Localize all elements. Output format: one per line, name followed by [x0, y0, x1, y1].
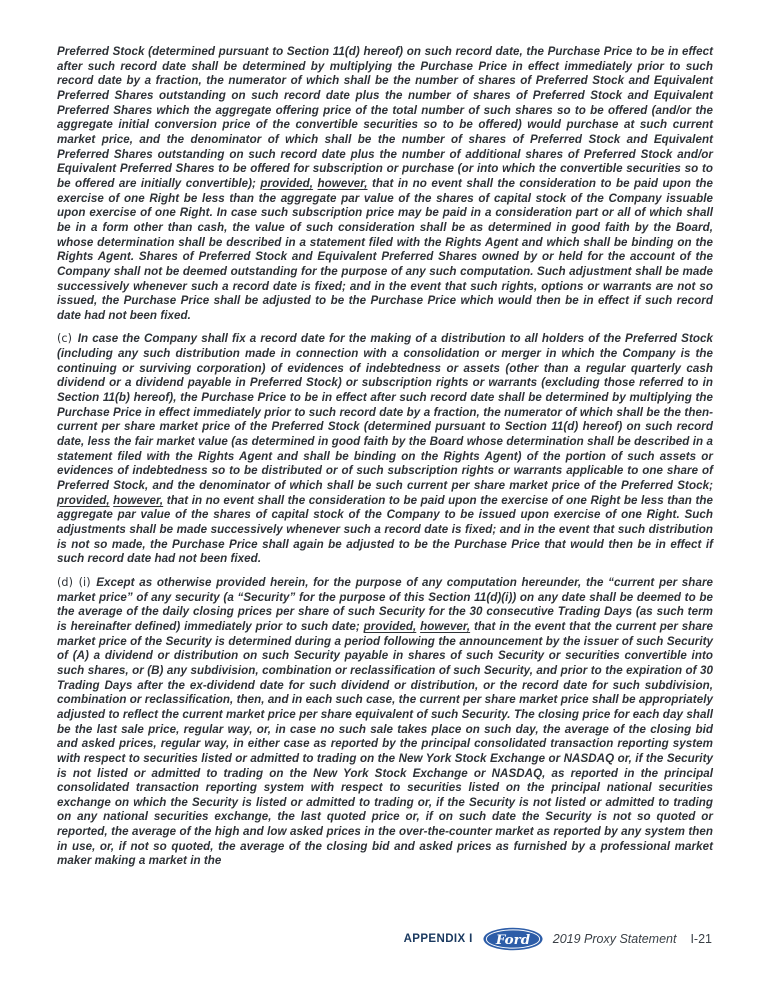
ford-logo-icon — [483, 927, 543, 951]
underlined-text-run: provided, — [260, 176, 314, 190]
legal-paragraph — [57, 45, 713, 323]
proxy-statement-title: 2019 Proxy Statement — [552, 932, 677, 946]
appendix-label: APPENDIX I — [403, 933, 473, 945]
text-run: Preferred Stock (determined pursuant to Section 11(d) hereof) on such record date, the Purchase Price to be in effect after such record date shall be determined by multiplying the Purchase Price in effect immediately prior to such record date by a fraction, the numerator of which shall be the number of shares of Preferred Stock and Equivalent Preferred Shares outstanding on such record date plus the number of shares of Preferred Stock and Equivalent Preferred Shares which the aggregate offering price of the total number of such shares so to be offered (and/or the aggregate initial conversion price of the convertible securities so to be offered) would purchase at such current market price, and the denominator of which shall be the number of shares of Preferred Stock and Equivalent Preferred Shares outstanding on such record date plus the number of additional shares of Preferred Stock and/or Equivalent Preferred Shares to be offered for subscription or purchase (or into which the convertible securities so to be offered are initially convertible); — [57, 45, 713, 190]
text-run: that in no event shall the consideration to be paid upon the exercise of one Right be less than the aggregate par value of the shares of capital stock of the Company to be issued upon exercise of one Right. Such adjustments shall be made successively whenever such a record date is fixed; and in the event that such distribution is not so made, the Purchase Price shall again be adjusted to be the Purchase Price that would then be in effect if such record date had not been fixed. — [57, 493, 714, 566]
text-run: Except as otherwise provided herein, for the purpose of any computation hereunder, the “current per share market price” of any security (a “Security” for the purpose of this Section 11(d)(i)) on any date shall be deemed to be the average of the daily closing prices per share of such Security for the 30 consecutive Trading Days (as such term is hereinafter defined) immediately prior to such date; — [57, 575, 713, 633]
underlined-text-run: provided, — [363, 619, 417, 633]
text-run: In case the Company shall fix a record date for the making of a distribution to all holders of the Preferred Stock (including any such distribution made in connection with a consolidation or merger in which the Company is the continuing or surviving corporation) of evidences of indebtedness or assets (other than a regular quarterly cash dividend or a dividend payable in Preferred Stock) or subscription rights or warrants (excluding those referred to in Section 11(b) hereof), the Purchase Price to be in effect after such record date shall be determined by multiplying the Purchase Price in effect immediately prior to such record date by a fraction, the numerator of which shall be the then-current per share market price of the Preferred Stock (determined pursuant to Section 11(d) hereof) on such record date, less the fair market value (as determined in good faith by the Board whose determination shall be described in a statement filed with the Rights Agent and shall be binding on the Rights Agent) of the portion of such assets or evidences of indebtedness so to be distributed or of such subscription rights or warrants applicable to one share of Preferred Stock, and the denominator of which shall be such current per share market price of the Preferred Stock; — [57, 332, 713, 493]
page-number: I-21 — [690, 932, 712, 946]
underlined-text-run: however, — [317, 176, 368, 190]
paragraph-marker: (c) — [57, 332, 78, 346]
legal-paragraph — [57, 576, 713, 869]
legal-paragraph — [57, 332, 713, 567]
text-run: that in no event shall the consideration to be paid upon the exercise of one Right be less than the aggregate par value of the shares of capital stock of the Company issuable upon exercise of one Right. In case such subscription price may be paid in a consideration part or all of which shall be in a form other than cash, the value of such consideration shall be as determined in good faith by the Board, whose determination shall be described in a statement filed with the Rights Agent and which shall be binding on the Rights Agent. Shares of Preferred Stock and Equivalent Preferred Shares owned by or held for the account of the Company shall not be deemed outstanding for the purpose of any such computation. Such adjustment shall be made successively whenever such a record date is fixed; and in the event that such rights, options or warrants are not so issued, the Purchase Price shall be adjusted to be the Purchase Price which would then be in effect if such record date had not been fixed. — [57, 176, 713, 322]
underlined-text-run: however, — [420, 619, 471, 633]
paragraph-marker: (d) (i) — [57, 575, 97, 589]
ford-logo-script: Ford — [495, 931, 530, 948]
page-footer — [404, 927, 712, 951]
underlined-text-run: however, — [113, 493, 164, 507]
underlined-text-run: provided, — [57, 493, 110, 507]
document-body — [57, 45, 713, 878]
text-run: that in the event that the current per share market price of the Security is determined during a period following the announcement by the issuer of such Security of (A) a dividend or distribution on such Security payable in shares of such Security or securities convertible into such shares, or (B) any subdivision, combination or reclassification of such Security, and prior to the expiration of 30 Trading Days after the ex-dividend date for such dividend or distribution, or the record date for such subdivision, combination or reclassification, then, and in each such case, the current per share market price shall be appropriately adjusted to reflect the current market price per share equivalent of such Security. The closing price for each day shall be the last sale price, regular way, or, in case no such sale takes place on such day, the average of the closing bid and asked prices, regular way, in either case as reported by the principal consolidated transaction reporting system with respect to securities listed or admitted to trading on the New York Stock Exchange or NASDAQ or, if the Security is not listed or admitted to trading on the New York Stock Exchange or NASDAQ, as reported in the principal consolidated transaction reporting system with respect to securities listed on the principal national securities exchange on which the Security is listed or admitted to trading or, if the Security is not listed or admitted to trading on any national securities exchange, the last quoted price or, if on such date the Security is not so quoted or reported, the average of the high and low asked prices in the over-the-counter market as reported by any system then in use, or, if not so quoted, the average of the closing bid and asked prices as furnished by a professional market maker making a market in the — [57, 619, 713, 868]
